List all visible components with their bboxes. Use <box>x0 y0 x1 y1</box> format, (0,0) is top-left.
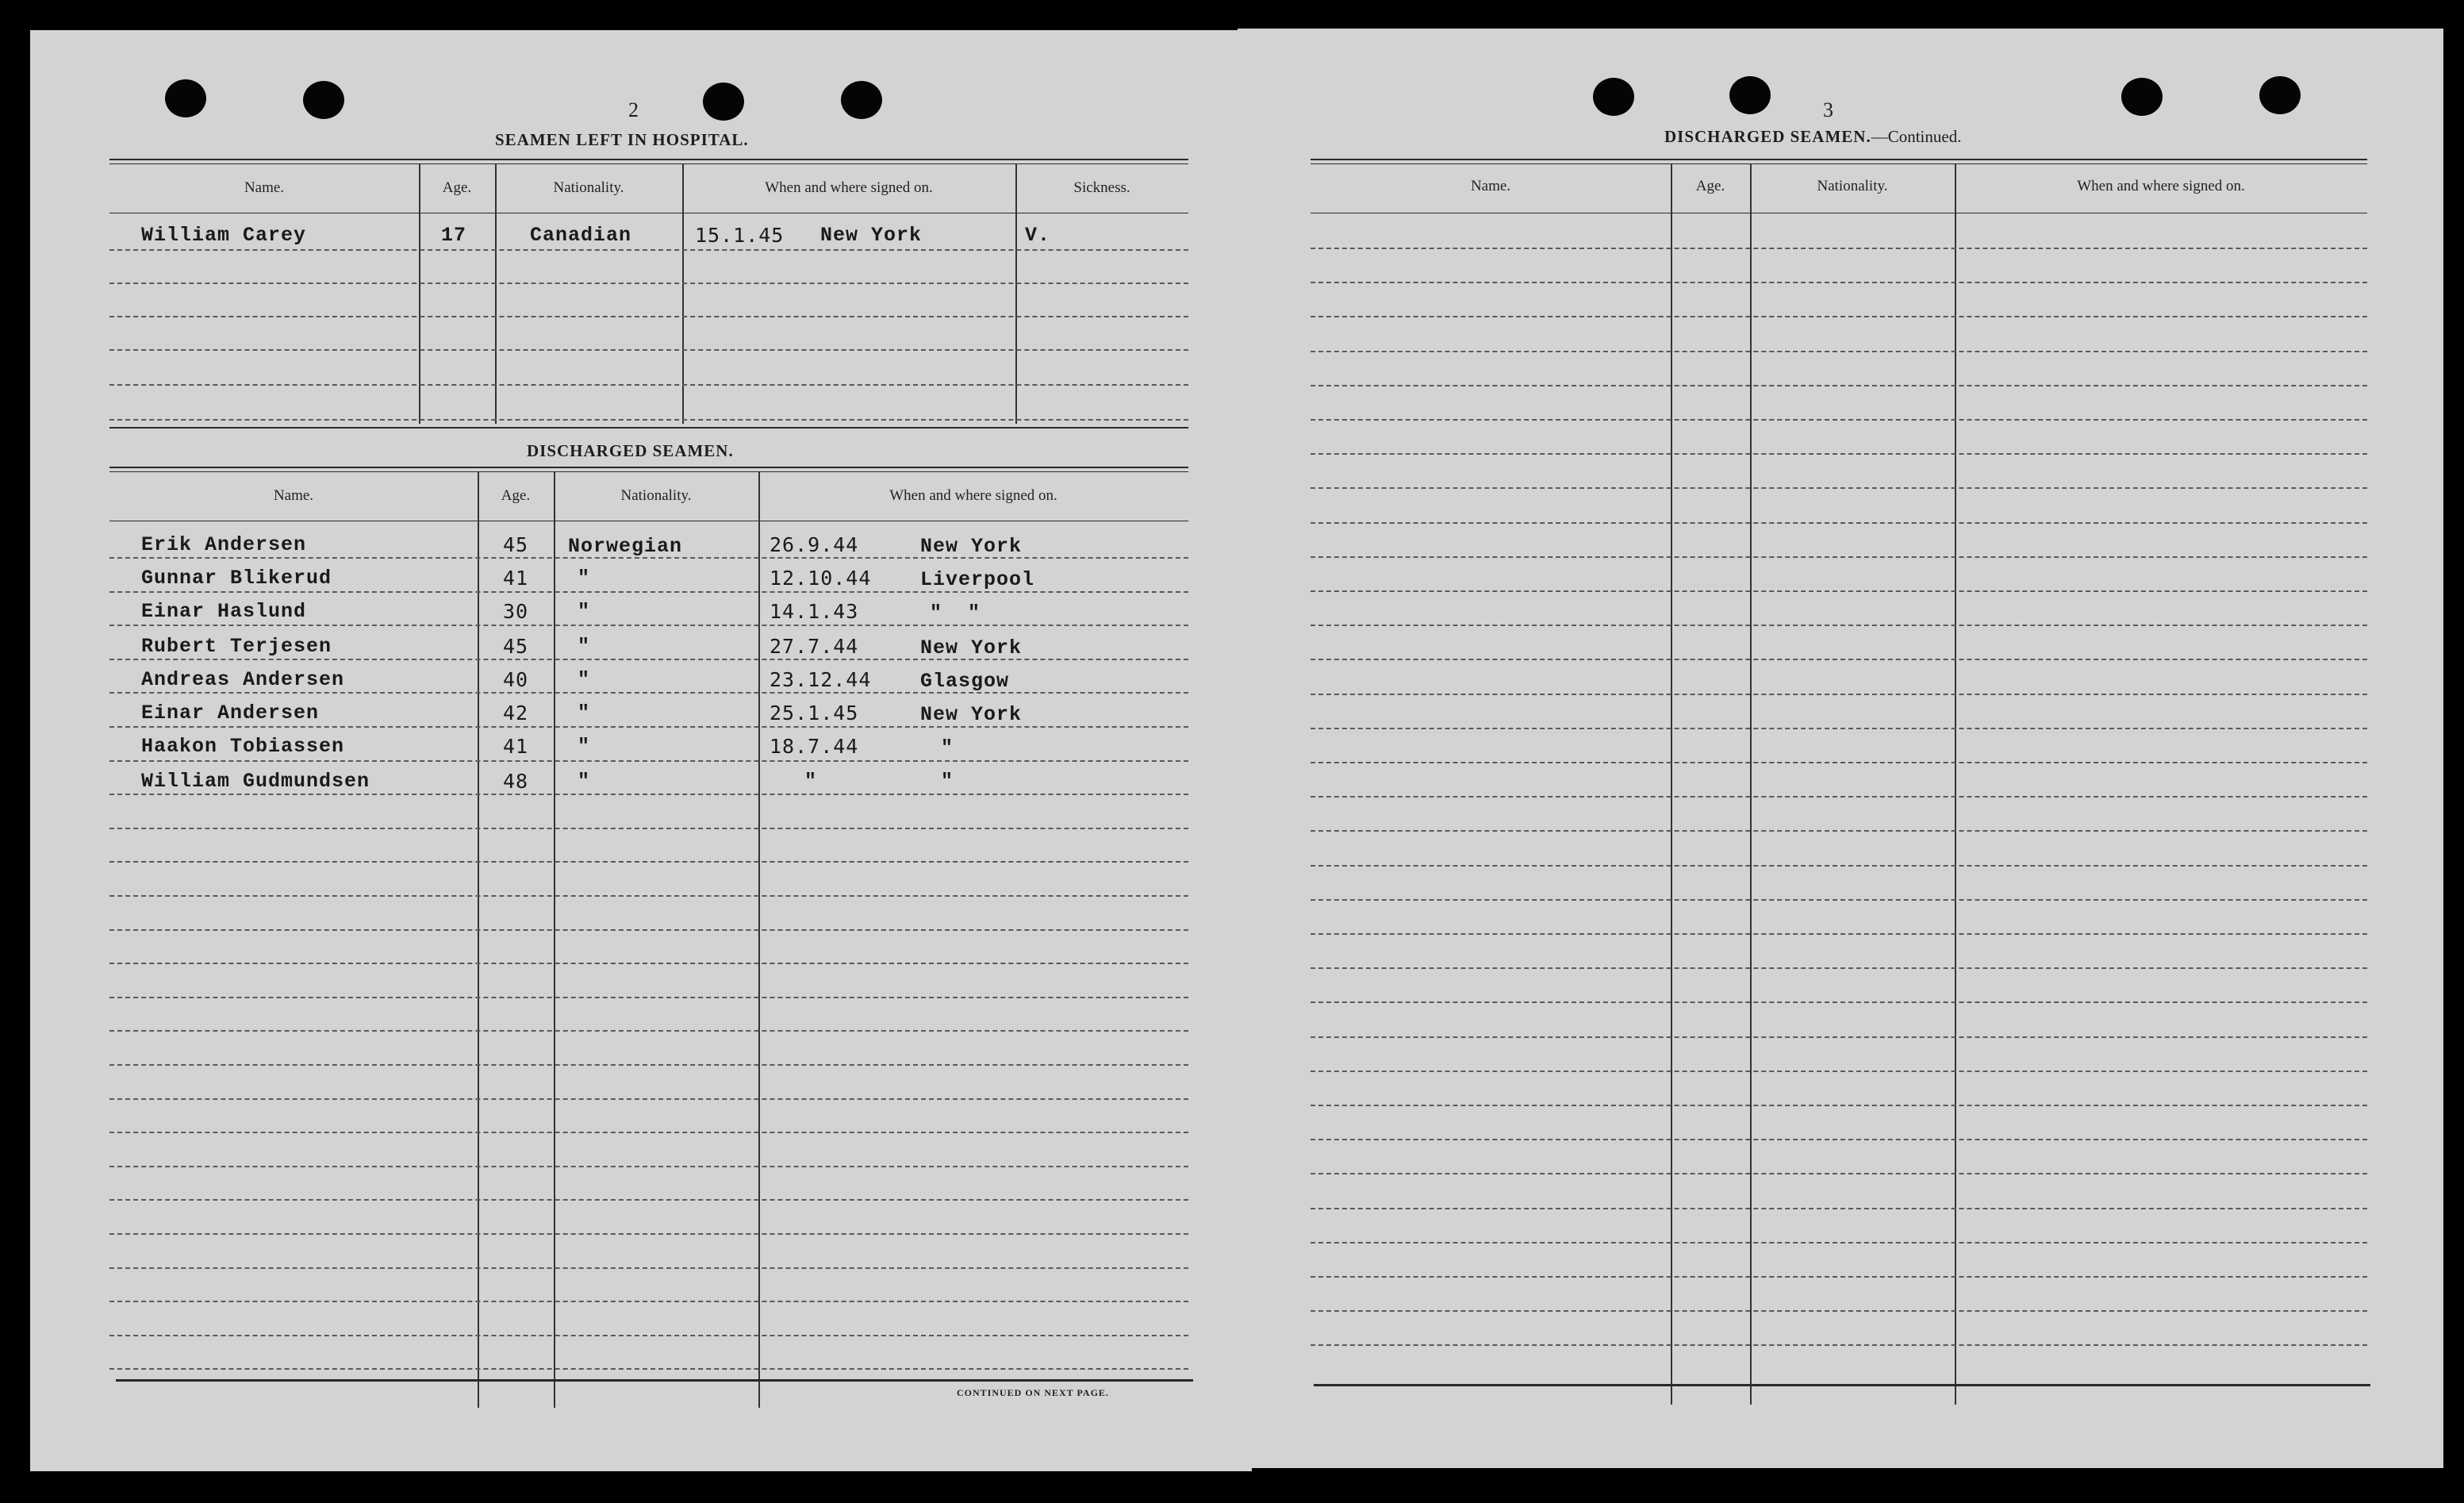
page-number: 2 <box>628 98 639 121</box>
signed-on-date: 26.9.44 <box>770 533 859 556</box>
signed-on-place: Liverpool <box>920 568 1035 591</box>
entry-line <box>109 1030 1188 1032</box>
seaman-name: Rubert Terjesen <box>141 635 332 658</box>
entry-line <box>109 1267 1188 1269</box>
entry-line <box>109 1233 1188 1235</box>
right-col-signed-on: When and where signed on. <box>2077 178 2245 194</box>
col-divider <box>1750 163 1752 1405</box>
discharged-col-nationality: Nationality. <box>620 487 692 504</box>
seaman-nationality: " <box>578 770 591 793</box>
seaman-name: Einar Haslund <box>141 600 307 623</box>
entry-line <box>1311 625 2367 626</box>
title-text: DISCHARGED SEAMEN. <box>1664 127 1871 146</box>
entry-line <box>1311 1242 2367 1244</box>
signed-on-place: " <box>941 770 954 793</box>
seaman-age: 30 <box>503 600 529 623</box>
right-top-rule-2 <box>1311 163 2367 164</box>
entry-line <box>1311 385 2367 386</box>
entry-line <box>109 929 1188 931</box>
hospital-col-name: Name. <box>244 179 285 196</box>
hospital-col-age: Age. <box>442 179 472 196</box>
entry-line <box>1311 1344 2367 1346</box>
signed-on-date: 12.10.44 <box>770 567 872 590</box>
entry-line <box>1311 1001 2367 1003</box>
left-page <box>30 30 1252 1471</box>
col-divider <box>1671 163 1672 1405</box>
entry-line <box>1311 1105 2367 1106</box>
hospital-col-nationality: Nationality. <box>553 179 624 196</box>
punch-hole <box>841 81 882 119</box>
entry-line <box>1311 933 2367 935</box>
discharged-top-rule <box>109 467 1188 468</box>
hospital-col-sickness: Sickness. <box>1073 179 1130 196</box>
right-col-age: Age. <box>1695 178 1725 194</box>
hospital-top-rule <box>109 159 1188 160</box>
seaman-age: 48 <box>503 770 529 793</box>
discharged-col-signed-on: When and where signed on. <box>889 487 1057 504</box>
entry-line <box>1311 1276 2367 1278</box>
seaman-nationality: " <box>578 668 591 691</box>
discharged-bottom-rule <box>116 1379 1193 1382</box>
seaman-nationality: Norwegian <box>568 535 683 558</box>
signed-on-place: " " <box>930 602 981 625</box>
punch-hole <box>1593 78 1634 116</box>
entry-line <box>1311 899 2367 901</box>
right-bottom-rule <box>1314 1384 2370 1386</box>
punch-hole <box>2259 76 2301 114</box>
discharged-section-title: DISCHARGED SEAMEN. <box>527 441 734 460</box>
entry-line <box>109 1132 1188 1133</box>
punch-hole <box>1729 76 1771 114</box>
seaman-name: Erik Andersen <box>141 533 307 556</box>
entry-line <box>1311 316 2367 317</box>
entry-line <box>109 1199 1188 1201</box>
signed-on-date: 18.7.44 <box>770 735 859 758</box>
punch-hole <box>2121 78 2163 116</box>
seaman-nationality: " <box>578 635 591 658</box>
signed-on-date: 27.7.44 <box>770 635 859 658</box>
entry-line <box>1311 694 2367 695</box>
entry-line <box>109 249 1188 251</box>
entry-line <box>109 726 1188 728</box>
continued-footer: CONTINUED ON NEXT PAGE. <box>957 1387 1109 1398</box>
signed-on-date: 25.1.45 <box>770 702 859 725</box>
right-page <box>1238 29 2443 1468</box>
entry-line <box>1311 1036 2367 1038</box>
discharged-top-rule-2 <box>109 471 1188 472</box>
entry-line <box>109 419 1188 421</box>
right-col-nationality: Nationality. <box>1817 178 1888 194</box>
entry-line <box>1311 967 2367 969</box>
hospital-place: New York <box>820 224 923 247</box>
seaman-name: Gunnar Blikerud <box>141 567 332 590</box>
entry-line <box>109 692 1188 694</box>
seaman-age: 45 <box>503 533 529 556</box>
signed-on-date: 23.12.44 <box>770 668 872 691</box>
right-top-rule <box>1311 159 2367 160</box>
entry-line <box>109 861 1188 863</box>
entry-line <box>1311 865 2367 867</box>
entry-line <box>109 1368 1188 1370</box>
hospital-age: 17 <box>441 224 467 247</box>
entry-line <box>1311 728 2367 729</box>
entry-line <box>109 1166 1188 1167</box>
entry-line <box>109 895 1188 897</box>
entry-line <box>1311 487 2367 489</box>
seaman-nationality: " <box>578 735 591 758</box>
hospital-nationality: Canadian <box>530 224 632 247</box>
punch-hole <box>165 79 206 117</box>
entry-line <box>109 760 1188 762</box>
seaman-age: 45 <box>503 635 529 658</box>
discharged-col-age: Age. <box>501 487 531 504</box>
entry-line <box>109 659 1188 660</box>
seaman-name: William Gudmundsen <box>141 770 370 793</box>
entry-line <box>1311 1310 2367 1312</box>
entry-line <box>109 283 1188 284</box>
entry-line <box>109 625 1188 626</box>
entry-line <box>109 349 1188 351</box>
signed-on-date: 14.1.43 <box>770 600 859 623</box>
page-number: 3 <box>1823 98 1833 121</box>
hospital-date: 15.1.45 <box>695 224 785 247</box>
entry-line <box>109 384 1188 386</box>
hospital-sickness: V. <box>1025 224 1051 247</box>
signed-on-place: New York <box>920 636 1023 659</box>
entry-line <box>1311 282 2367 283</box>
hospital-name: William Carey <box>141 224 307 247</box>
seaman-age: 41 <box>503 567 529 590</box>
discharged-title-rule <box>109 427 1188 429</box>
hospital-col-signed-on: When and where signed on. <box>765 179 933 196</box>
entry-line <box>1311 830 2367 832</box>
signed-on-place: New York <box>920 703 1023 726</box>
seaman-nationality: " <box>578 702 591 725</box>
entry-line <box>1311 351 2367 352</box>
seaman-name: Haakon Tobiassen <box>141 735 345 758</box>
col-divider <box>1955 163 1956 1405</box>
entry-line <box>1311 590 2367 592</box>
entry-line <box>109 316 1188 317</box>
entry-line <box>1311 1071 2367 1072</box>
seaman-name: Einar Andersen <box>141 702 320 725</box>
seaman-age: 42 <box>503 702 529 725</box>
entry-line <box>109 591 1188 593</box>
seaman-nationality: " <box>578 600 591 623</box>
entry-line <box>109 1098 1188 1100</box>
discharged-continued-title <box>1664 127 1961 147</box>
signed-on-place: Glasgow <box>920 670 1010 693</box>
seaman-age: 41 <box>503 735 529 758</box>
right-col-name: Name. <box>1470 178 1511 194</box>
entry-line <box>1311 1173 2367 1174</box>
entry-line <box>109 997 1188 998</box>
entry-line <box>1311 659 2367 660</box>
signed-on-date: " <box>804 770 818 793</box>
entry-line <box>1311 1139 2367 1140</box>
entry-line <box>1311 796 2367 798</box>
entry-line <box>109 1301 1188 1302</box>
entry-line <box>1311 522 2367 524</box>
entry-line <box>109 1064 1188 1066</box>
signed-on-place: New York <box>920 535 1023 558</box>
punch-hole <box>303 81 344 119</box>
seaman-nationality: " <box>578 567 591 590</box>
seaman-age: 40 <box>503 668 529 691</box>
hospital-top-rule-2 <box>109 163 1188 164</box>
entry-line <box>109 1335 1188 1336</box>
punch-hole <box>703 83 744 121</box>
entry-line <box>1311 762 2367 763</box>
entry-line <box>1311 1208 2367 1209</box>
entry-line <box>1311 419 2367 421</box>
entry-line <box>1311 453 2367 455</box>
entry-line <box>1311 248 2367 249</box>
entry-line <box>109 828 1188 829</box>
seaman-name: Andreas Andersen <box>141 668 345 691</box>
discharged-col-name: Name. <box>273 487 314 504</box>
entry-line <box>1311 556 2367 558</box>
hospital-section-title: SEAMEN LEFT IN HOSPITAL. <box>495 130 749 149</box>
entry-line <box>109 794 1188 795</box>
entry-line <box>109 963 1188 964</box>
title-suffix: —Continued. <box>1871 127 1962 146</box>
signed-on-place: " <box>941 736 954 759</box>
